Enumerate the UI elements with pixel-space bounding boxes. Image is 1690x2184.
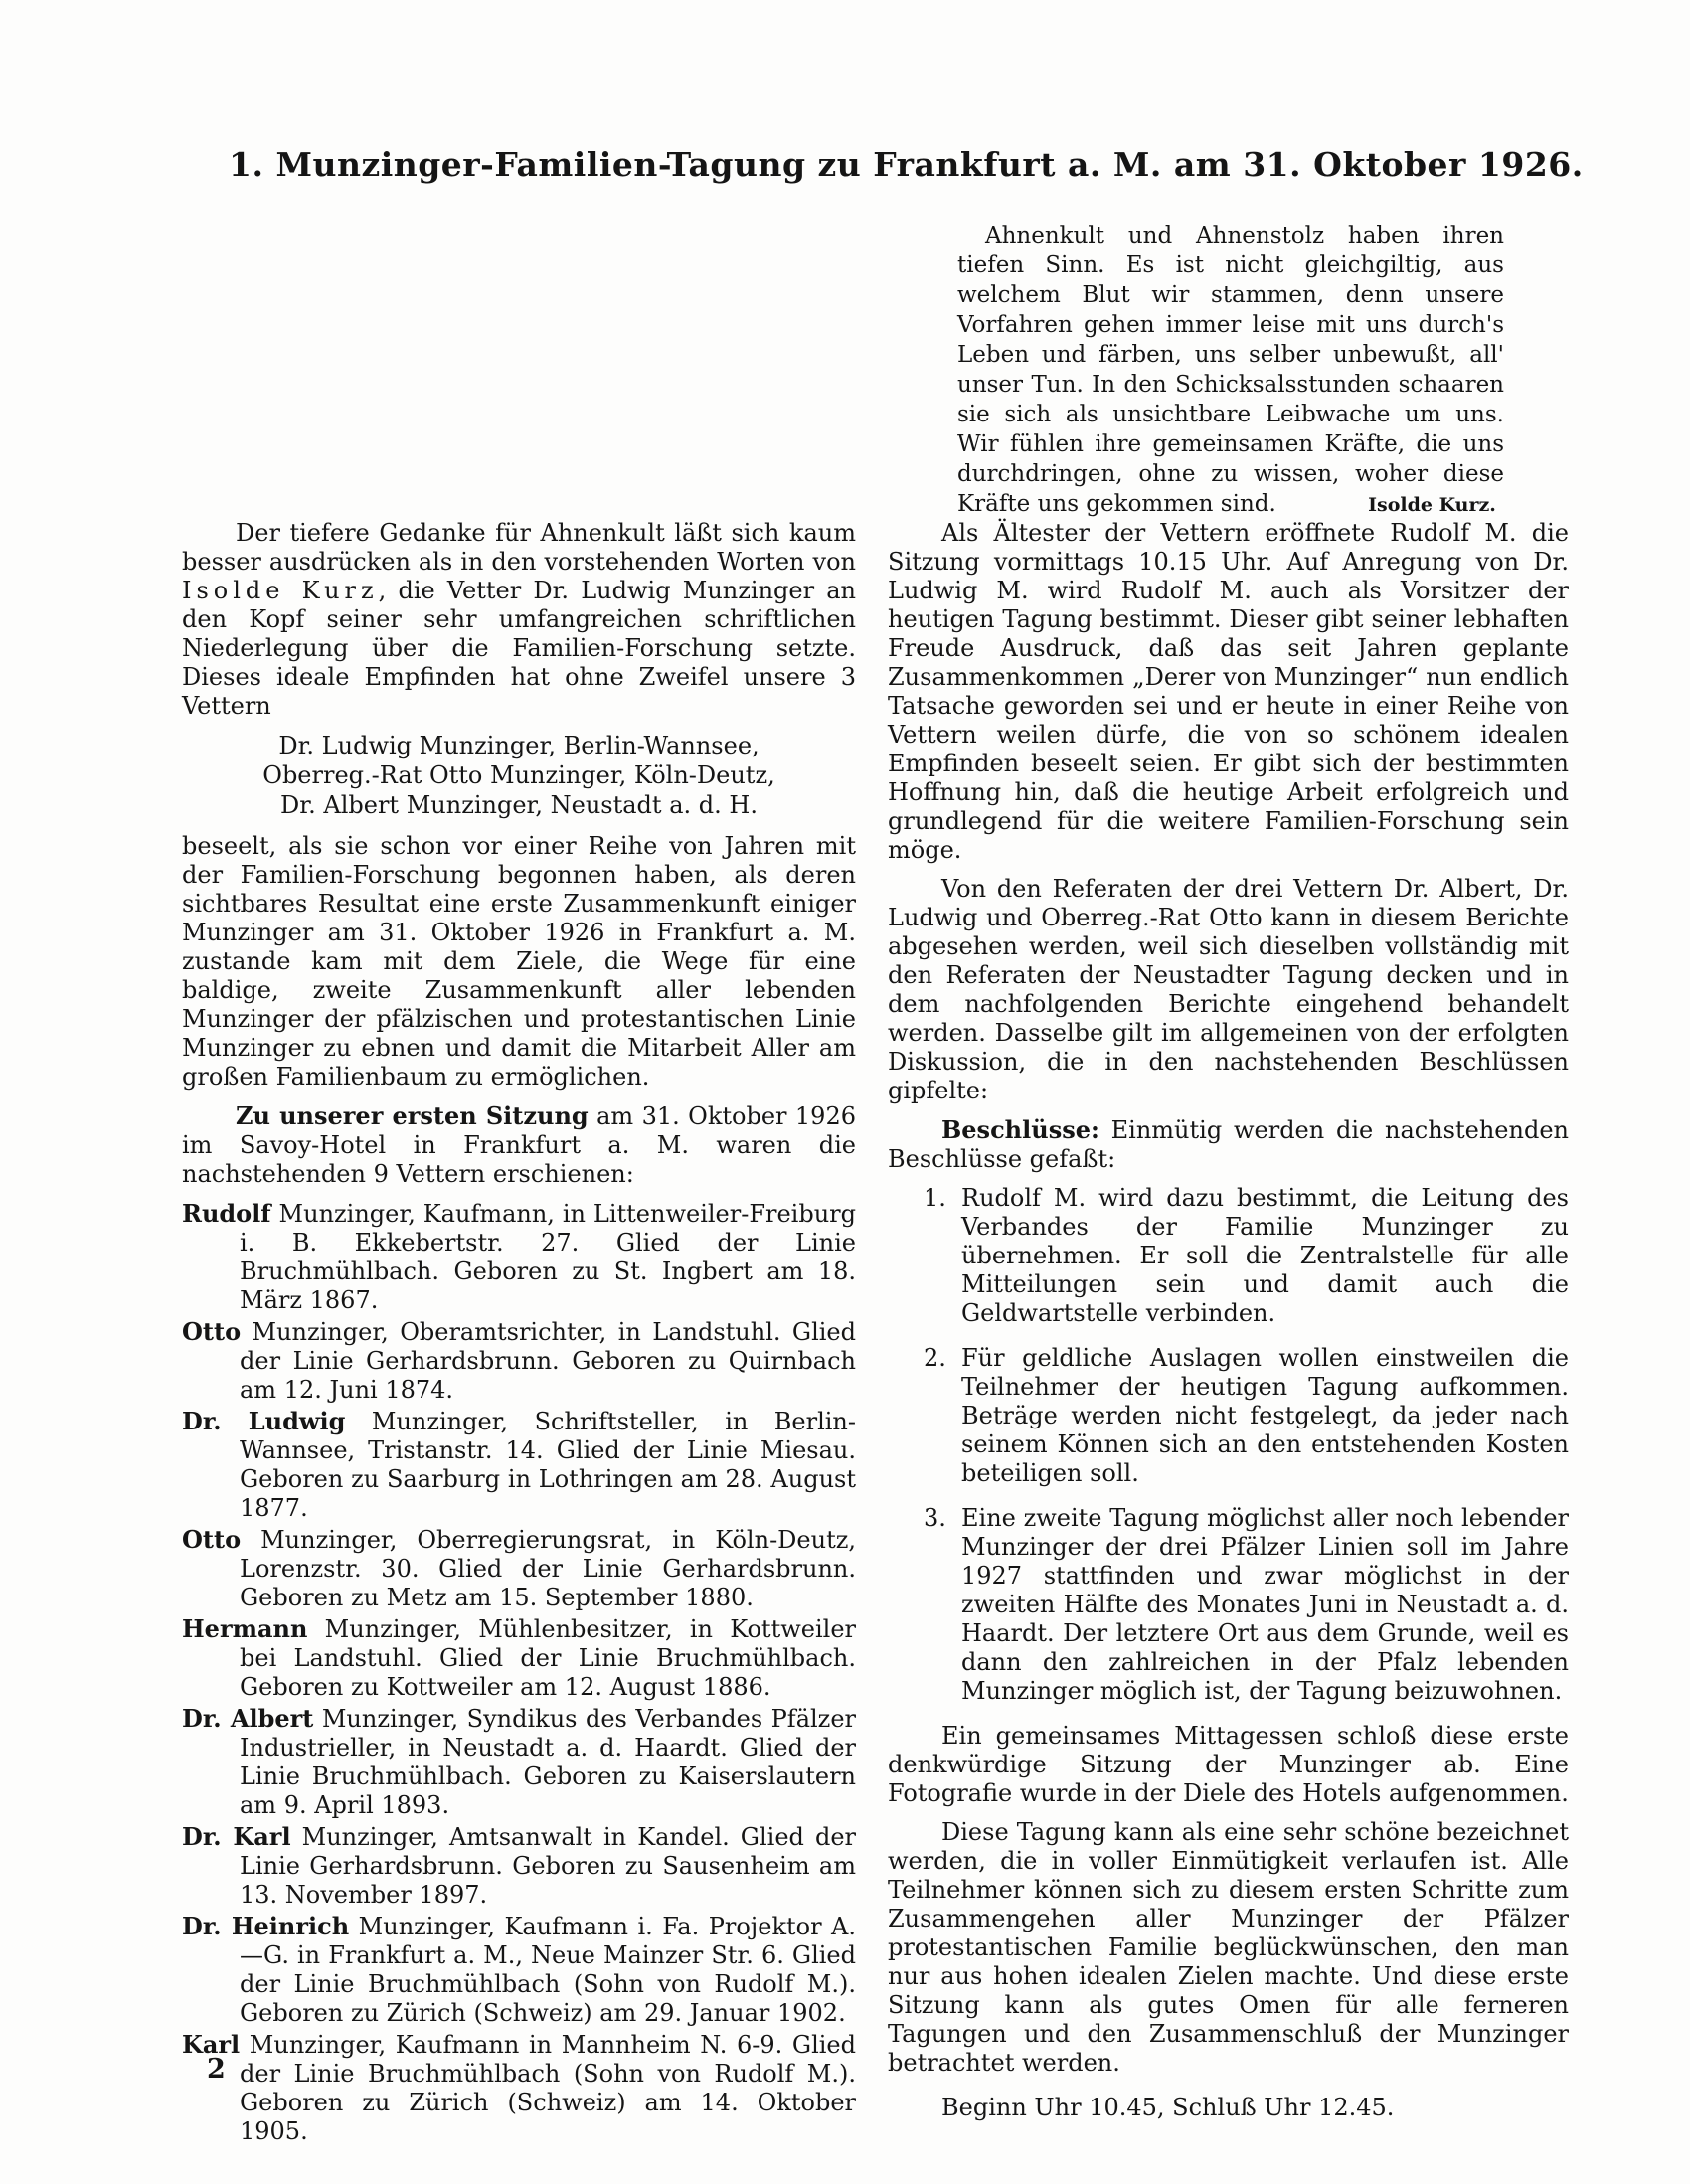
attendee-name: Hermann xyxy=(182,1614,308,1643)
attendee-entry xyxy=(182,1822,856,1910)
attendee-entry xyxy=(182,1614,856,1702)
attendee-name: Dr. Ludwig xyxy=(182,1407,346,1435)
left-column xyxy=(182,519,856,2148)
attendee-details: Munzinger, Oberregierungsrat, in Köln-Deutz, Lorenzstr. 30. Glied der Linie Gerhardsbrunn. Geboren zu Metz am 15. September 1880. xyxy=(240,1526,856,1611)
epigraph xyxy=(957,221,1504,520)
page-number: 2 xyxy=(207,2054,226,2085)
attendee-entry xyxy=(182,1407,856,1523)
epigraph-attribution: Isolde Kurz. xyxy=(1368,494,1496,516)
beschluesse-rest: Einmütig werden die nachstehenden Beschlüsse gefaßt: xyxy=(888,1116,1569,1173)
attendee-entry xyxy=(182,1912,856,2028)
opening-paragraph: Als Ältester der Vettern eröffnete Rudolf M. die Sitzung vormittags 10.15 Uhr. Auf Anregung von Dr. Ludwig M. wird Rudolf M. auch als Vorsitzer der heutigen Tagung bestimmt. Dieser gibt seiner lebhaften Freude Ausdruck, daß das seit Jahren geplante Zusammenkommen „Derer von Munzinger“ nun endlich Tatsache geworden sei und er heute in einer Reihe von Vettern weilen dürfe, die von so schönem idealen Empfinden beseelt seien. Er gibt sich der bestimmten Hoffnung hin, daß die heutige Arbeit erfolgreich und grundlegend für die weitere Familien-Forschung sein möge. xyxy=(888,519,1569,864)
referate-paragraph: Von den Referaten der drei Vettern Dr. Albert, Dr. Ludwig und Oberreg.-Rat Otto kann in diesem Berichte abgesehen werden, weil sich dieselben vollständig mit den Referaten der Neustadter Tagung decken und in dem nachfolgenden Berichte eingehend behandelt werden. Dasselbe gilt im allgemeinen von der erfolgten Diskussion, die in den nachstehenden Beschlüssen gipfelte: xyxy=(888,875,1569,1104)
resolution-number: 2. xyxy=(924,1344,946,1372)
right-column xyxy=(888,519,1569,2148)
attendee-details: Munzinger, Kaufmann, in Littenweiler-Freiburg i. B. Ekkebertstr. 27. Glied der Linie Bruchmühlbach. Geboren zu St. Ingbert am 18. März 1867. xyxy=(240,1200,856,1314)
resolution-item xyxy=(924,1184,1569,1328)
vetter-line: Dr. Ludwig Munzinger, Berlin-Wannsee, xyxy=(278,732,760,759)
resolution-text: Eine zweite Tagung möglichst aller noch lebender Munzinger der drei Pfälzer Linien soll im Jahre 1927 stattfinden und zwar möglichst in der zweiten Hälfte des Monates Juni in Neustadt a. d. Haardt. Der letztere Ort aus dem Grunde, weil es dann den zahlreichen in der Pfalz lebenden Munzinger möglich ist, der Tagung beizuwohnen. xyxy=(961,1504,1569,1705)
sitzung-lead: Zu unserer ersten Sitzung xyxy=(236,1101,589,1130)
resolution-number: 1. xyxy=(924,1184,946,1212)
resolution-number: 3. xyxy=(924,1504,946,1532)
vetter-line: Dr. Albert Munzinger, Neustadt a. d. H. xyxy=(280,791,758,819)
attendee-details: Munzinger, Oberamtsrichter, in Landstuhl. Glied der Linie Gerhardsbrunn. Geboren zu Quirnbach am 12. Juni 1874. xyxy=(240,1318,856,1404)
attendee-details: Munzinger, Schriftsteller, in Berlin-Wannsee, Tristanstr. 14. Glied der Linie Miesau. Geboren zu Saarburg in Lothringen am 28. August 1877. xyxy=(240,1408,856,1522)
attendee-details: Munzinger, Kaufmann i. Fa. Projektor A.—G. in Frankfurt a. M., Neue Mainzer Str. 6. Glied der Linie Bruchmühlbach (Sohn von Rudolf M.). Geboren zu Zürich (Schweiz) am 29. Januar 1902. xyxy=(240,1913,856,2027)
attendee-name: Otto xyxy=(182,1317,242,1346)
attendee-details: Munzinger, Syndikus des Verbandes Pfälzer Industrieller, in Neustadt a. d. Haardt. Glied der Linie Bruchmühlbach. Geboren zu Kaiserslautern am 9. April 1893. xyxy=(240,1705,856,1819)
resolution-item xyxy=(924,1344,1569,1488)
attendee-entry xyxy=(182,2030,856,2146)
vettern-list xyxy=(182,731,856,820)
vetter-line: Oberreg.-Rat Otto Munzinger, Köln-Deutz, xyxy=(262,761,775,789)
attendee-name: Dr. Albert xyxy=(182,1704,314,1733)
resolution-item xyxy=(924,1504,1569,1706)
attendee-entry xyxy=(182,1525,856,1612)
attendee-name: Otto xyxy=(182,1525,242,1554)
attendee-entry xyxy=(182,1317,856,1405)
closing-paragraph: Diese Tagung kann als eine sehr schöne bezeichnet werden, die in voller Einmütigkeit verlaufen ist. Alle Teilnehmer können sich zu diesem ersten Schritte zum Zusammengehen aller Munzinger der Pfälzer protestantischen Familie beglückwünschen, den man nur aus hohen idealen Zielen machte. Und diese erste Sitzung kann als gutes Omen für alle ferneren Tagungen und den Zusammenschluß der Munzinger betrachtet werden. xyxy=(888,1818,1569,2077)
resolution-text: Rudolf M. wird dazu bestimmt, die Leitung des Verbandes der Familie Munzinger zu übernehmen. Er soll die Zentralstelle für alle Mitteilungen sein und damit auch die Geldwartstelle verbinden. xyxy=(961,1184,1569,1327)
times-line: Beginn Uhr 10.45, Schluß Uhr 12.45. xyxy=(941,2094,1395,2121)
beschluesse-lead: Beschlüsse: xyxy=(941,1115,1099,1144)
intro-emphasis: Isolde Kurz xyxy=(182,577,379,604)
intro-text-pre: Der tiefere Gedanke für Ahnenkult läßt sich kaum besser ausdrücken als in den vorstehenden Worten von xyxy=(182,519,856,576)
attendee-entry xyxy=(182,1199,856,1315)
intro-text-post: , die Vetter Dr. Ludwig Munzinger an den Kopf seiner sehr umfangreichen schriftlichen Niederlegung über die Familien-Forschung setzte. Dieses ideale Empfinden hat ohne Zweifel unsere 3 Vettern xyxy=(182,577,857,720)
epigraph-text: Ahnenkult und Ahnenstolz haben ihren tiefen Sinn. Es ist nicht gleichgiltig, aus welchem Blut wir stammen, denn unsere Vorfahren gehen immer leise mit uns durch's Leben und färben, uns selber unbewußt, all' unser Tun. In den Schicksalsstunden schaaren sie sich als unsichtbare Leibwache um uns. Wir fühlen ihre gemeinsamen Kräfte, die uns durchdringen, ohne zu wissen, woher diese Kräfte uns gekommen sind. xyxy=(957,223,1504,517)
attendee-details: Munzinger, Amtsanwalt in Kandel. Glied der Linie Gerhardsbrunn. Geboren zu Sausenheim am 13. November 1897. xyxy=(240,1823,856,1909)
continuation-paragraph: beseelt, als sie schon vor einer Reihe von Jahren mit der Familien-Forschung begonnen haben, als deren sichtbares Resultat eine erste Zusammenkunft einiger Munzinger am 31. Oktober 1926 in Frankfurt a. M. zustande kam mit dem Ziele, die Wege für eine baldige, zweite Zusammenkunft aller lebenden Munzinger der pfälzischen und protestantischen Linie Munzinger zu ebnen und damit die Mitarbeit Aller am großen Familienbaum zu ermöglichen. xyxy=(182,832,856,1091)
attendee-name: Rudolf xyxy=(182,1199,271,1228)
page-title: 1. Munzinger-Familien-Tagung zu Frankfurt a. M. am 31. Oktober 1926. xyxy=(229,145,1584,184)
sitzung-paragraph xyxy=(182,1101,856,1189)
intro-paragraph xyxy=(182,519,856,721)
attendee-entry xyxy=(182,1704,856,1820)
resolution-text: Für geldliche Auslagen wollen einstweilen die Teilnehmer der heutigen Tagung aufkommen. Beträge werden nicht festgelegt, da jeder nach seinem Können sich an den entstehenden Kosten beteiligen soll. xyxy=(961,1344,1569,1487)
two-column-body xyxy=(182,519,1569,2148)
mittagessen-paragraph: Ein gemeinsames Mittagessen schloß diese erste denkwürdige Sitzung der Munzinger ab. Eine Fotografie wurde in der Diele des Hotels aufgenommen. xyxy=(888,1722,1569,1807)
sitzung-rest: am 31. Oktober 1926 im Savoy-Hotel in Frankfurt a. M. waren die nachstehenden 9 Vettern erschienen: xyxy=(182,1102,856,1188)
attendee-name: Karl xyxy=(182,2030,241,2059)
attendee-list xyxy=(182,1199,856,2146)
beschluesse-paragraph xyxy=(888,1115,1569,1174)
resolution-list xyxy=(924,1184,1569,1706)
attendee-details: Munzinger, Kaufmann in Mannheim N. 6-9. Glied der Linie Bruchmühlbach (Sohn von Rudolf M.). Geboren zu Zürich (Schweiz) am 14. Oktober 1905. xyxy=(240,2031,856,2145)
attendee-name: Dr. Karl xyxy=(182,1822,291,1851)
attendee-details: Munzinger, Mühlenbesitzer, in Kottweiler bei Landstuhl. Glied der Linie Bruchmühlbach. Geboren zu Kottweiler am 12. August 1886. xyxy=(240,1615,856,1701)
attendee-name: Dr. Heinrich xyxy=(182,1912,350,1940)
